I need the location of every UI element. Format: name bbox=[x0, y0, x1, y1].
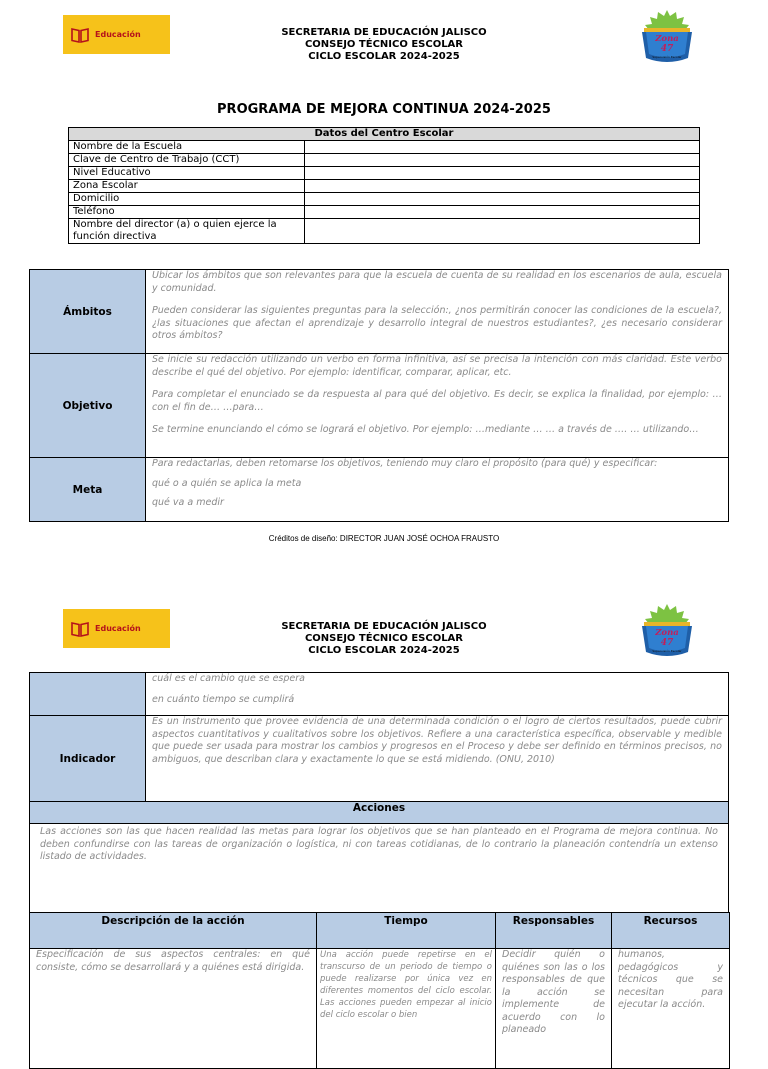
table-row bbox=[69, 154, 700, 167]
acciones-label: Acciones bbox=[30, 802, 729, 824]
datos-value[interactable] bbox=[305, 193, 700, 206]
header-line-3: CICLO ESCOLAR 2024-2025 bbox=[308, 51, 460, 62]
meta-text-3: qué va a medir bbox=[152, 497, 224, 508]
page-title: PROGRAMA DE MEJORA CONTINUA 2024-2025 bbox=[217, 102, 551, 117]
objetivo-row bbox=[30, 354, 729, 458]
acciones-head-row bbox=[30, 802, 729, 824]
datos-heading: Datos del Centro Escolar bbox=[69, 128, 700, 141]
acciones-body[interactable]: Las acciones son las que hacen realidad las metas para lograr los objetivos que se han planteado en el Programa de mejora continua. No deben confundirse con las tareas de organización o logística, ni con tareas cotidianas, de lo contrario la planeación contendría un extenso listado de actividades. bbox=[30, 824, 729, 914]
ambitos-text-2: Pueden considerar las siguientes preguntas para la selección:, ¿nos permitirán conocer las condiciones de la escuela?, ¿las situaciones que afectan el aprendizaje y desarrollo integral de nuestros estudiantes?, ¿es necesario considerar otros ámbitos? bbox=[152, 305, 722, 341]
table-row bbox=[69, 180, 700, 193]
seal-text-2: 47 bbox=[660, 44, 674, 54]
col-descripcion-header: Descripción de la acción bbox=[30, 913, 317, 949]
table-row bbox=[69, 206, 700, 219]
ambitos-row bbox=[30, 270, 729, 354]
col-responsables-body[interactable]: Decidir quién o quiénes son las o los responsables de que la acción se implemente de acuerdo con lo planeado bbox=[496, 949, 612, 1069]
meta-row bbox=[30, 458, 729, 522]
header-line-1: SECRETARIA DE EDUCACIÓN JALISCO bbox=[281, 27, 487, 38]
col-tiempo-body[interactable]: Una acción puede repetirse en el transcurso de un periodo de tiempo o puede realizarse por única vez en diferentes momentos del ciclo escolar. Las acciones pueden empezar al inicio del ciclo escolar o bien bbox=[317, 949, 496, 1069]
acciones-body-row bbox=[30, 824, 729, 914]
indicador-row bbox=[30, 716, 729, 802]
table-row bbox=[30, 913, 730, 949]
header-line-1: SECRETARIA DE EDUCACIÓN JALISCO bbox=[281, 621, 487, 632]
datos-label: Zona Escolar bbox=[69, 180, 305, 193]
col-recursos-header: Recursos bbox=[612, 913, 730, 949]
col-tiempo-header: Tiempo bbox=[317, 913, 496, 949]
table-row bbox=[69, 141, 700, 154]
datos-value[interactable] bbox=[305, 180, 700, 193]
design-credits: Créditos de diseño: DIRECTOR JUAN JOSÉ OCHOA FRAUSTO bbox=[268, 534, 500, 543]
datos-value[interactable] bbox=[305, 219, 700, 244]
objetivo-text-2: Para completar el enunciado se da respuesta al para qué del objetivo. Es decir, se explica la finalidad, por ejemplo: …con el fin de… …para… bbox=[152, 389, 722, 413]
table-row bbox=[69, 219, 700, 244]
datos-label: Clave de Centro de Trabajo (CCT) bbox=[69, 154, 305, 167]
meta-text-2: qué o a quién se aplica la meta bbox=[152, 477, 302, 489]
seal-text-3: Supervisión Escolar bbox=[652, 649, 682, 653]
datos-label: Nombre de la Escuela bbox=[69, 141, 305, 154]
seal-text-3: Supervisión Escolar bbox=[652, 55, 682, 59]
ambitos-label: Ámbitos bbox=[30, 270, 146, 354]
indicador-label: Indicador bbox=[30, 716, 146, 802]
datos-label: Nombre del director (a) o quien ejerce la función directiva bbox=[69, 219, 305, 244]
datos-value[interactable] bbox=[305, 154, 700, 167]
datos-label: Nivel Educativo bbox=[69, 167, 305, 180]
objetivo-body[interactable] bbox=[146, 354, 729, 458]
col-descripcion-body[interactable]: Especificación de sus aspectos centrales: en qué consiste, cómo se desarrollará y a quiénes está dirigida. bbox=[30, 949, 317, 1069]
col-recursos-body[interactable]: humanos, pedagógicos y técnicos que se necesitan para ejecutar la acción. bbox=[612, 949, 730, 1069]
ambitos-body[interactable] bbox=[146, 270, 729, 354]
meta-cont-text-2: en cuánto tiempo se cumplirá bbox=[152, 693, 295, 705]
meta-text-1: Para redactarlas, deben retomarse los objetivos, teniendo muy claro el propósito (para qué) y especificar: bbox=[152, 458, 658, 469]
header-line-2: CONSEJO TÉCNICO ESCOLAR bbox=[304, 39, 464, 50]
seal-text-1: Zona bbox=[655, 34, 679, 44]
page-2 bbox=[0, 590, 768, 1035]
zona-seal-icon bbox=[636, 8, 698, 66]
datos-label: Domicilio bbox=[69, 193, 305, 206]
planning-table bbox=[29, 269, 729, 522]
datos-label: Teléfono bbox=[69, 206, 305, 219]
meta-cont-body[interactable] bbox=[146, 673, 729, 716]
datos-value[interactable] bbox=[305, 167, 700, 180]
header-line-2: CONSEJO TÉCNICO ESCOLAR bbox=[304, 633, 464, 644]
meta-cont-text-1: cuál es el cambio que se espera bbox=[152, 673, 305, 684]
ambitos-text-1: Ubicar los ámbitos que son relevantes para que la escuela de cuenta de su realidad en los escenarios de aula, escuela y comunidad. bbox=[152, 270, 722, 294]
datos-table bbox=[68, 127, 700, 244]
datos-value[interactable] bbox=[305, 141, 700, 154]
table-row bbox=[69, 167, 700, 180]
datos-value[interactable] bbox=[305, 206, 700, 219]
table-row bbox=[69, 193, 700, 206]
actions-detail-table bbox=[29, 912, 730, 1069]
planning-table-cont bbox=[29, 672, 729, 914]
table-row bbox=[30, 949, 730, 1069]
col-responsables-header: Responsables bbox=[496, 913, 612, 949]
meta-body[interactable] bbox=[146, 458, 729, 522]
objetivo-label: Objetivo bbox=[30, 354, 146, 458]
objetivo-text-1: Se inicie su redacción utilizando un verbo en forma infinitiva, así se precisa la intención con más claridad. Este verbo describe el qué del objetivo. Por ejemplo: identificar, comparar, aplicar, etc. bbox=[152, 354, 722, 378]
logo-text: Educación bbox=[95, 30, 141, 39]
meta-cont-label bbox=[30, 673, 146, 716]
seal-text-2: 47 bbox=[660, 638, 674, 648]
meta-cont-row bbox=[30, 673, 729, 716]
header-line-3: CICLO ESCOLAR 2024-2025 bbox=[308, 645, 460, 656]
meta-label: Meta bbox=[30, 458, 146, 522]
logo-text: Educación bbox=[95, 624, 141, 633]
zona-seal-icon bbox=[636, 602, 698, 660]
seal-text-1: Zona bbox=[655, 628, 679, 638]
indicador-body[interactable]: Es un instrumento que provee evidencia de una determinada condición o el logro de ciertos resultados, puede cubrir aspectos cuantitativos y cualitativos sobre los objetivos. Refiere a una característica específica, observable y medible que puede ser usada para mostrar los cambios y progresos en el Proceso y debe ser definido en términos precisos, no ambiguos, que describan clara y exactamente lo que se está midiendo. (ONU, 2010) bbox=[146, 716, 729, 802]
objetivo-text-3: Se termine enunciando el cómo se logrará el objetivo. Por ejemplo: …mediante … … a través de …. … utilizando… bbox=[152, 424, 699, 435]
